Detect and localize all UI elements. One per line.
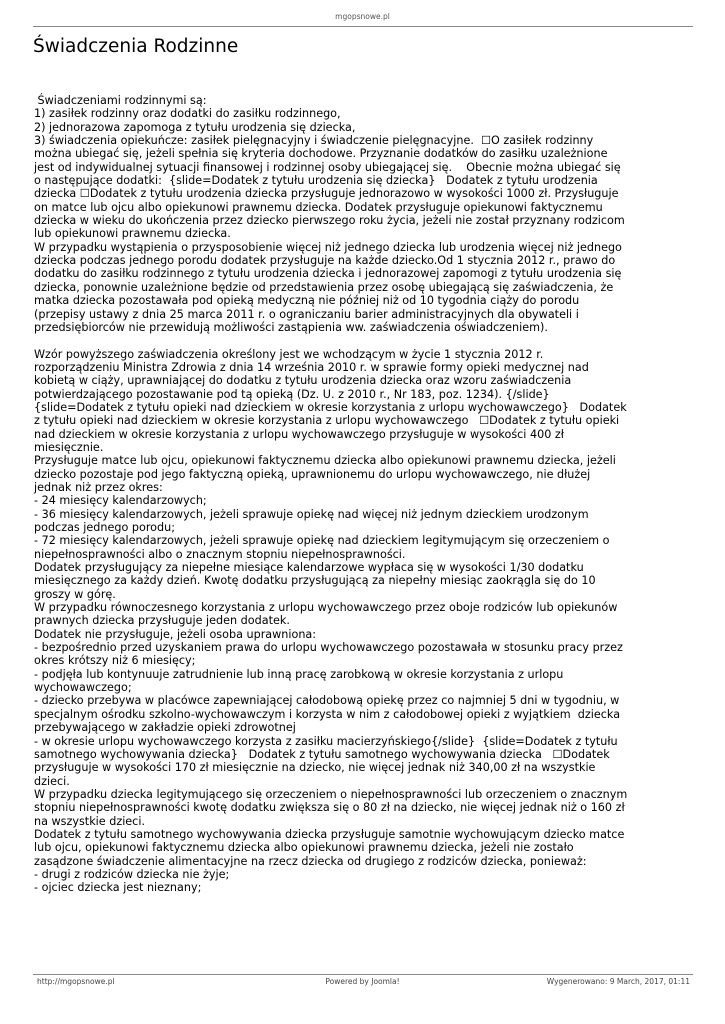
article-line: dziecka w wieku do ukończenia przez dziecko pierwszego roku życia, jeżeli nie został przyznany rodzicom xyxy=(34,214,625,228)
article-line: W przypadku równoczesnego korzystania z urlopu wychowawczego przez oboje rodziców lub opiekunów xyxy=(34,601,618,615)
article-line: dzieci. xyxy=(34,774,70,788)
article-line: stopniu niepełnosprawności kwotę dodatku zwiększa się o 80 zł na dziecko, nie więcej jednak niż o 160 zł xyxy=(34,801,625,815)
paragraph-gap xyxy=(34,334,696,347)
article-line: prawnych dziecka przysługuje jeden dodatek. xyxy=(34,614,290,628)
article-line: lub ojcu, opiekunowi faktycznemu dziecka albo opiekunowi prawnemu dziecka, jeżeli nie zostało xyxy=(34,841,574,855)
article-body xyxy=(34,94,696,895)
article-line: podczas jednego porodu; xyxy=(34,521,175,534)
article-line: specjalnym ośrodku szkolno-wychowawczym i korzysta w nim z całodobowej opieki z wyjątkiem dziecka xyxy=(34,707,621,721)
article-line: Przysługuje matce lub ojcu, opiekunowi faktycznemu dziecka albo opiekunowi prawnemu dziecka, jeżeli xyxy=(34,454,616,468)
article-line: - drugi z rodziców dziecka nie żyje; xyxy=(34,867,230,881)
article-line: 3) świadczenia opiekuńcze: zasiłek pielęgnacyjny i świadczenie pielęgnacyjne. ☐O zasiłek rodzinny xyxy=(34,134,594,148)
footer-powered-by[interactable]: Powered by Joomla! xyxy=(325,977,400,986)
article-line: nad dzieckiem w okresie korzystania z urlopu wychowawczego przysługuje w wysokości 400 zł xyxy=(34,427,564,441)
article-line: (przepisy ustawy z dnia 25 marca 2011 r. o ograniczaniu barier administracyjnych dla obywateli i xyxy=(34,307,579,321)
article-line: miesięcznie. xyxy=(34,440,104,454)
article-line: dziecka ☐Dodatek z tytułu urodzenia dziecka przysługuje jednorazowo w wysokości 1000 zł. Przysługuje xyxy=(34,187,619,201)
article-line: przedsiębiorców nie przewidują możliwości zastąpienia ww. zaświadczenia oświadczeniem). xyxy=(34,320,548,334)
article-line: on matce lub ojcu albo opiekunowi prawnemu dziecka. Dodatek przysługuje opiekunowi faktycznemu xyxy=(34,200,603,214)
footer-generated-date: Wygenerowano: 9 March, 2017, 01:11 xyxy=(546,977,690,986)
article-line: dziecka, ponownie uzależnione będzie od przedstawienia przez osobę ubiegającą się zaświadczenia, że xyxy=(34,280,614,294)
article-line: - dziecko przebywa w placówce zapewniającej całodobową opiekę przez co najmniej 5 dni w tygodniu, w xyxy=(34,694,620,708)
article-line: jest od indywidualnej sytuacji finansowej i rodzinnej osoby ubiegającej się. Obecnie można ubiegać się xyxy=(34,160,621,174)
article-line: można ubiegać się, jeżeli spełnia się kryteria dochodowe. Przyznanie dodatków do zasiłku uzależnione xyxy=(34,147,608,161)
article-line: dziecka podczas jednego porodu dodatek przysługuje na każde dziecko.Od 1 stycznia 2012 r., prawo do xyxy=(34,254,616,268)
page-title: Świadczenia Rodzinne xyxy=(33,36,239,57)
article-line: - 36 miesięcy kalendarzowych, jeżeli sprawuje opiekę nad więcej niż jednym dzieckiem urodzonym xyxy=(34,507,589,521)
article-line: - bezpośrednio przed uzyskaniem prawa do urlopu wychowawczego pozostawała w stosunku pracy przez xyxy=(34,641,623,655)
article-line: - w okresie urlopu wychowawczego korzysta z zasiłku macierzyńskiego{/slide} {slide=Dodatek z tytułu xyxy=(34,734,618,748)
article-line: Świadczeniami rodzinnymi są: xyxy=(34,94,207,107)
article-line: kobietą w ciąży, uprawniającej do dodatku z tytułu urodzenia dziecka oraz wzoru zaświadczenia xyxy=(34,374,572,388)
article-line: dodatku do zasiłku rodzinnego z tytułu urodzenia dziecka i jednorazowej zapomogi z tytułu urodzenia się xyxy=(34,267,622,281)
article-line: groszy w górę. xyxy=(34,587,116,601)
article-line: Dodatek z tytułu samotnego wychowywania dziecka przysługuje samotnie wychowującym dziecko matce xyxy=(34,827,625,841)
article-line: okres krótszy niż 6 miesięcy; xyxy=(34,654,196,668)
article-line: na wszystkie dzieci. xyxy=(34,814,145,828)
article-line: jednak niż przez okres: xyxy=(34,480,163,494)
article-line: z tytułu opieki nad dzieckiem w okresie korzystania z urlopu wychowawczego ☐Dodatek z tytułu opieki xyxy=(34,414,620,428)
article-line: matka dziecka pozostawała pod opieką medyczną nie później niż od 10 tygodnia ciąży do porodu xyxy=(34,294,580,308)
article-line: Dodatek przysługujący za niepełne miesiące kalendarzowe wypłaca się w wysokości 1/30 dodatku xyxy=(34,561,584,575)
article-line: przysługuje w wysokości 170 zł miesięcznie na dziecko, nie więcej jednak niż 340,00 zł na wszystkie xyxy=(34,761,596,775)
header-divider xyxy=(33,26,693,27)
article-line: {slide=Dodatek z tytułu opieki nad dzieckiem w okresie korzystania z urlopu wychowawczego} Dodatek xyxy=(34,400,627,414)
article-line: lub opiekunowi prawnemu dziecka. xyxy=(34,227,231,241)
article-line: samotnego wychowywania dziecka} Dodatek z tytułu samotnego wychowywania dziecka ☐Dodatek xyxy=(34,747,610,761)
site-header: mgopsnowe.pl xyxy=(335,12,390,21)
footer-url[interactable]: http://mgopsnowe.pl xyxy=(37,977,115,986)
article-line: o następujące dodatki: {slide=Dodatek z tytułu urodzenia się dziecka} Dodatek z tytułu urodzenia xyxy=(34,174,598,188)
article-line: potwierdzającego pozostawanie pod tą opieką (Dz. U. z 2010 r., Nr 183, poz. 1234). {/slide} xyxy=(34,387,550,401)
article-line: - ojciec dziecka jest nieznany; xyxy=(34,881,202,895)
article-line: Wzór powyższego zaświadczenia określony jest we wchodzącym w życie 1 stycznia 2012 r. xyxy=(34,347,544,361)
article-line: miesięcznego za każdy dzień. Kwotę dodatku przysługującą za niepełny miesiąc zaokrągla się do 10 xyxy=(34,574,596,588)
article-line: - 72 miesięcy kalendarzowych, jeżeli sprawuje opiekę nad dzieckiem legitymującym się orzeczeniem o xyxy=(34,534,610,548)
article-line: niepełnosprawności albo o znacznym stopniu niepełnosprawności. xyxy=(34,547,406,561)
article-line: - 24 miesięcy kalendarzowych; xyxy=(34,494,207,508)
article-line: wychowawczego; xyxy=(34,681,132,695)
article-line: przebywającego w zakładzie opieki zdrowotnej xyxy=(34,721,296,735)
footer-divider xyxy=(33,974,693,975)
article-line: Dodatek nie przysługuje, jeżeli osoba uprawniona: xyxy=(34,627,317,641)
article-line: W przypadku dziecka legitymującego się orzeczeniem o niepełnosprawności lub orzeczeniem o znacznym xyxy=(34,787,628,801)
article-line: - podjęła lub kontynuuje zatrudnienie lub inną pracę zarobkową w okresie korzystania z urlopu xyxy=(34,667,564,681)
article-line: W przypadku wystąpienia o przysposobienie więcej niż jednego dziecka lub urodzenia więcej niż jednego xyxy=(34,240,622,254)
article-line: rozporządzeniu Ministra Zdrowia z dnia 14 września 2010 r. w sprawie formy opieki medycznej nad xyxy=(34,360,589,374)
article-line: 1) zasiłek rodzinny oraz dodatki do zasiłku rodzinnego, xyxy=(34,107,341,121)
article-line: dziecko pozostaje pod jego faktyczną opieką, uprawnionemu do urlopu wychowawczego, nie dłużej xyxy=(34,467,591,481)
article-line: zasądzone świadczenie alimentacyjne na rzecz dziecka od drugiego z rodziców dziecka, ponieważ: xyxy=(34,854,587,868)
article-line: 2) jednorazowa zapomoga z tytułu urodzenia się dziecka, xyxy=(34,120,356,134)
